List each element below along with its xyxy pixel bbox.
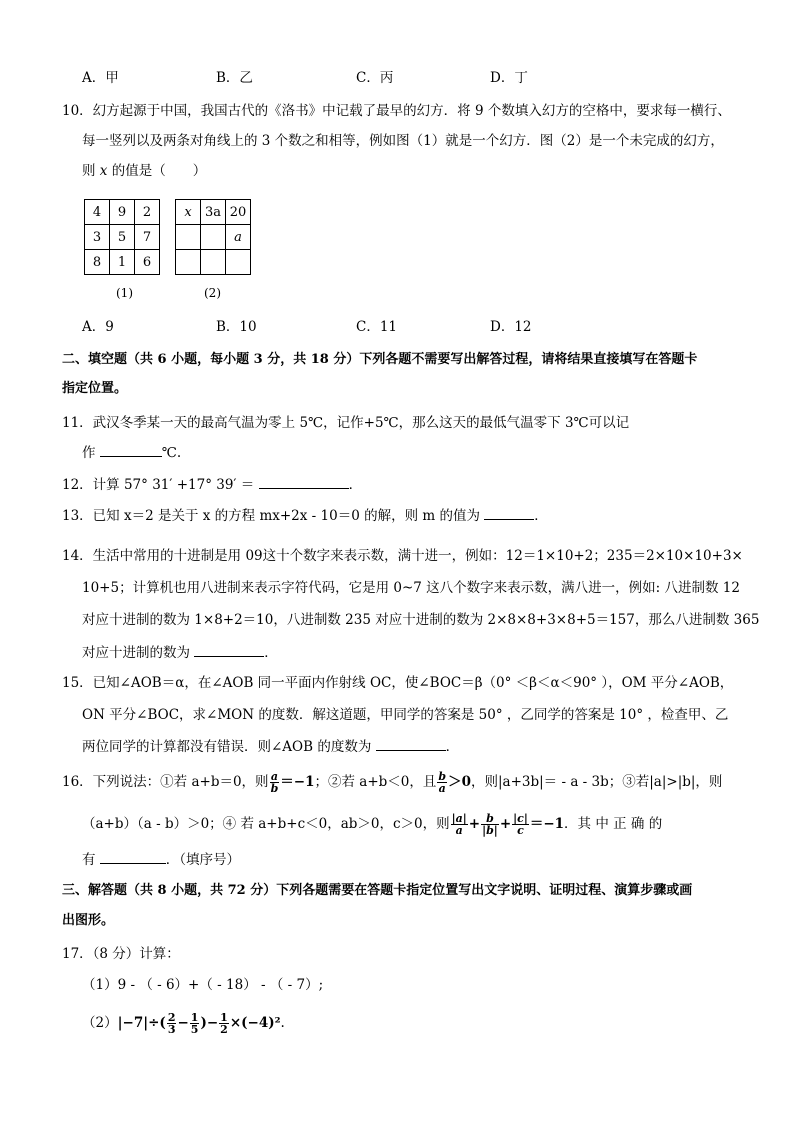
answer-blank xyxy=(376,736,446,751)
q9-option-d: D．丁 xyxy=(490,70,528,86)
q10-line-1: 10．幻方起源于中国，我国古代的《洛书》中记载了最早的幻方．将 9 个数填入幻方的空格中，要求每一横行、 xyxy=(62,103,731,119)
q12: 12．计算 57° 31′ +17° 39′ ＝ ． xyxy=(62,474,362,495)
q17-part-1: （1）9 - （ - 6）+（ - 18） - （ - 7）; xyxy=(82,977,324,993)
q10-option-a: A．9 xyxy=(82,319,114,335)
grid-cell: 2 xyxy=(135,200,160,225)
q10-option-b: B．10 xyxy=(216,319,257,335)
magic-square-1 xyxy=(84,199,160,275)
q17-part-2: （2）|−7|÷( $\frac{2}{3}$ − $\frac{1}{5}$ )− $\frac{1}{2}$ ×(−4)². xyxy=(82,1011,285,1036)
grid-cell: 1 xyxy=(110,250,135,275)
grid-cell: 3a xyxy=(201,200,226,225)
q14-line-4: 对应十进制的数为 ． xyxy=(82,642,278,663)
answer-blank xyxy=(484,505,534,520)
caption-1: (1) xyxy=(116,286,133,300)
grid-cell: 4 xyxy=(85,200,110,225)
q14-line-2: 10+5；计算机也用八进制来表示字符代码，它是用 0~7 这八个数字来表示数，满八进一，例如: 八进制数 12 xyxy=(82,580,740,596)
q15-line-1: 15．已知∠AOB＝α，在∠AOB 同一平面内作射线 OC，使∠BOC＝β（0° ＜β＜α＜90° ），OM 平分∠AOB， xyxy=(62,675,734,691)
section-2-heading-cont: 指定位置。 xyxy=(62,381,128,396)
q10-option-c: C．11 xyxy=(356,319,398,335)
q14-line-3: 对应十进制的数为 1×8+2＝10，八进制数 235 对应十进制的数为 2×8×8+3×8+5＝157，那么八进制数 365 xyxy=(82,612,760,628)
q9-option-a: A．甲 xyxy=(82,70,119,86)
magic-square-2 xyxy=(175,199,251,275)
grid-cell: a xyxy=(226,225,251,250)
q10-line-2: 每一竖列以及两条对角线上的 3 个数之和相等，例如图（1）就是一个幻方．图（2）是一个未完成的幻方， xyxy=(82,133,724,149)
q15-line-2: ON 平分∠BOC，求∠MON 的度数．解这道题，甲同学的答案是 50° ，乙同学的答案是 10° ，检查甲、乙 xyxy=(82,707,729,723)
section-3-heading: 三、解答题（共 8 小题，共 72 分）下列各题需要在答题卡指定位置写出文字说明、证明过程、演算步骤或画 xyxy=(62,883,693,898)
q9-option-c: C．丙 xyxy=(356,70,394,86)
section-2-heading: 二、填空题（共 6 小题，每小题 3 分，共 18 分）下列各题不需要写出解答过程，请将结果直接填写在答题卡 xyxy=(62,352,698,367)
grid-cell xyxy=(226,250,251,275)
grid-cell: 6 xyxy=(135,250,160,275)
grid-cell: 7 xyxy=(135,225,160,250)
q13: 13．已知 x＝2 是关于 x 的方程 mx+2x - 10＝0 的解，则 m 的值为 ． xyxy=(62,505,548,526)
grid-cell xyxy=(201,250,226,275)
q16-line-2: （a+b）（a - b）＞0；④ 若 a+b+c＜0，ab＞0，c＞0，则 $\frac{|a|}{a}$ + $\frac{b}{|b|}$ + $\frac{|c|}{c}$ ＝−1．其 中 正 确 的 xyxy=(82,812,663,837)
grid-cell xyxy=(176,250,201,275)
grid-cell: x xyxy=(176,200,201,225)
grid-cell: 20 xyxy=(226,200,251,225)
grid-cell: 8 xyxy=(85,250,110,275)
q10-option-d: D．12 xyxy=(490,319,532,335)
grid-cell: 3 xyxy=(85,225,110,250)
q11-line-2: 作 ℃. xyxy=(82,442,181,463)
q17-title: 17．（8 分）计算： xyxy=(62,946,180,962)
q10-line-3: 则 x 的值是（ ） xyxy=(82,163,207,179)
q16-line-1: 16．下列说法：①若 a+b＝0，则 $\frac{a}{b}$ ＝−1；②若 a+b＜0，且 $\frac{b}{a}$ ＞0，则|a+3b|＝ - a - 3b；③若|a|>|b|，则 xyxy=(62,770,723,795)
caption-2: (2) xyxy=(204,286,221,300)
grid-cell: 9 xyxy=(110,200,135,225)
grid-cell xyxy=(201,225,226,250)
grid-cell: 5 xyxy=(110,225,135,250)
q15-line-3: 两位同学的计算都没有错误．则∠AOB 的度数为 ． xyxy=(82,736,459,757)
answer-blank xyxy=(100,442,162,457)
q9-option-b: B．乙 xyxy=(216,70,253,86)
q14-line-1: 14．生活中常用的十进制是用 09这十个数字来表示数，满十进一，例如：12＝1×10+2；235＝2×10×10+3× xyxy=(62,548,743,564)
q16-line-3: 有 ．（填序号） xyxy=(82,849,240,870)
answer-blank xyxy=(259,474,349,489)
q11-line-1: 11．武汉冬季某一天的最高气温为零上 5℃，记作+5℃，那么这天的最低气温零下 3℃可以记 xyxy=(62,415,630,431)
answer-blank xyxy=(100,849,166,864)
grid-cell xyxy=(176,225,201,250)
answer-blank xyxy=(194,642,264,657)
section-3-heading-cont: 出图形。 xyxy=(62,913,115,928)
